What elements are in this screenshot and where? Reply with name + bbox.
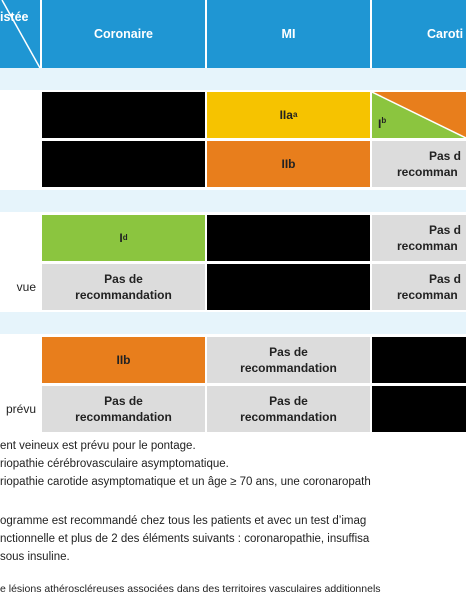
cell-class-i: I d [42,215,205,261]
cell-split-class [372,92,466,138]
class-label: IIa [279,107,293,122]
cell-no-recommendation: Pas de recommandation [207,337,370,383]
row-label [0,337,40,383]
cell-not-applicable [372,337,466,383]
footnote-line: riopathie cérébrovasculaire asymptomatique. [0,458,229,470]
footnote-line: ent veineux est prévu pour le pontage. [0,440,196,452]
legend-line: e lésions athéroscléreuses associées dans des territoires vasculaires additionnels [0,583,381,595]
cell-no-recommendation: Pas de recommandation [42,264,205,310]
footnote-marker: a [292,109,298,119]
footnote-line: nctionnelle et plus de 2 des éléments suivants : coronaropathie, insuffisa [0,533,370,545]
header-col-mi: MI [281,27,296,41]
row-label [0,141,40,187]
cell-class-iib: IIb [42,337,205,383]
section-band [0,68,466,90]
cell-not-applicable [207,215,370,261]
footnote-line: riopathie carotide asymptomatique et un âge ≥ 70 ans, une coronaropath [0,476,371,488]
row-label [0,92,40,138]
row-label: vue [0,264,40,310]
header-col-coronaire: Coronaire [93,27,154,41]
footnote-line: ogramme est recommandé chez tous les patients et avec un test d’imag [0,515,367,527]
section-band [0,190,466,212]
cell-not-applicable [372,386,466,432]
section-band [0,312,466,334]
cell-not-applicable [42,141,205,187]
cell-class-iib: IIb [207,141,370,187]
row-label: prévu [0,386,40,432]
cell-no-recommendation: Pas de recommandation [207,386,370,432]
cell-no-recommendation: Pas d recomman [372,141,466,187]
cell-no-recommendation: Pas d recomman [372,215,466,261]
row-label [0,215,40,261]
cell-no-recommendation: Pas d recomman [372,264,466,310]
header-col-carotide: Caroti [427,27,464,41]
cell-not-applicable [207,264,370,310]
footnote-line: sous insuline. [0,551,70,563]
cell-class-iia [207,92,370,138]
cell-not-applicable [42,92,205,138]
table-header [0,0,466,68]
class-label-i: $I^b$ [378,116,387,131]
header-col-0: istée [0,10,29,24]
split-triangles [372,92,466,138]
cell-no-recommendation: Pas de recommandation [42,386,205,432]
